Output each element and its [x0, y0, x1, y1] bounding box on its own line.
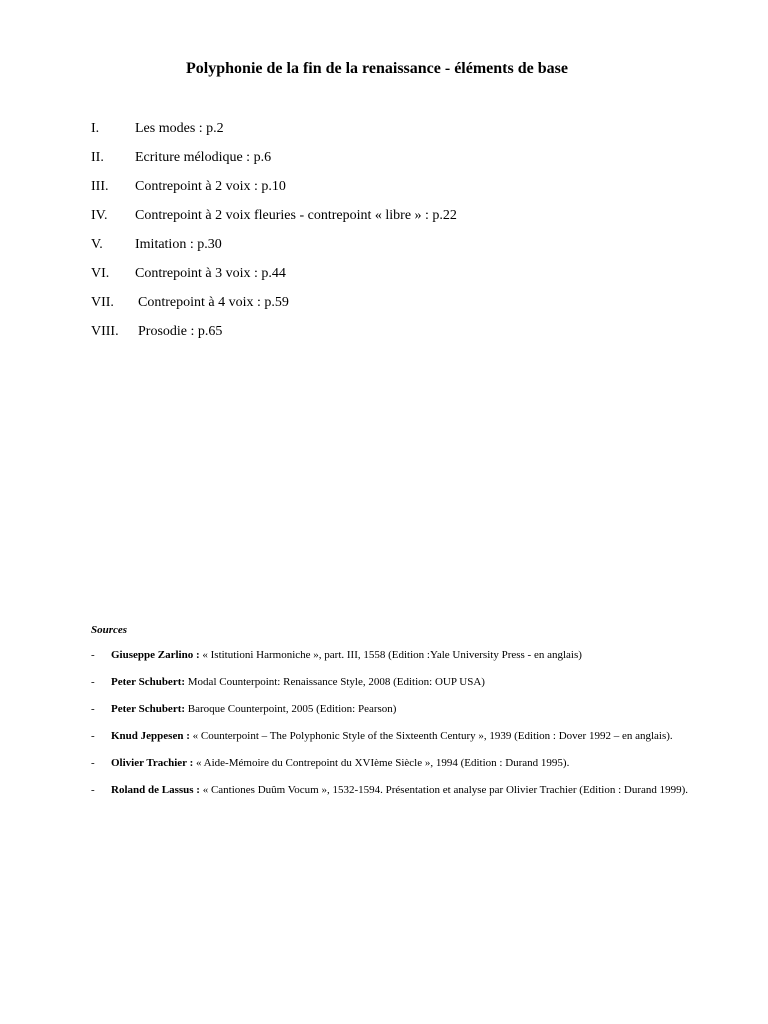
source-details: « Istitutioni Harmoniche », part. III, 1558 (Edition :Yale University Press - en anglais): [199, 649, 582, 661]
toc-item-number: II.: [91, 150, 104, 165]
toc-item-number: VIII.: [91, 324, 119, 339]
sources-list: [91, 649, 701, 797]
toc-item-text: Les modes : p.2: [135, 121, 224, 136]
sources-section: [91, 623, 701, 811]
toc-item-text: Ecriture mélodique : p.6: [135, 150, 272, 165]
source-details: « Aide-Mémoire du Contrepoint du XVIème Siècle », 1994 (Edition : Durand 1995).: [193, 757, 570, 769]
source-entry: [91, 730, 701, 743]
sources-heading: Sources: [91, 624, 128, 636]
source-author: Peter Schubert:: [111, 676, 186, 688]
source-details: Baroque Counterpoint, 2005 (Edition: Pearson): [185, 703, 397, 715]
bullet-dash: -: [91, 649, 95, 661]
toc-item-number: III.: [91, 179, 109, 194]
source-author: Peter Schubert:: [111, 703, 186, 715]
source-entry: [91, 784, 701, 797]
toc-item-number: I.: [91, 121, 100, 136]
toc-item-text: Imitation : p.30: [135, 237, 222, 252]
toc-item-text: Contrepoint à 2 voix : p.10: [135, 179, 286, 194]
source-author: Olivier Trachier :: [111, 757, 194, 769]
bullet-dash: -: [91, 784, 95, 796]
bullet-dash: -: [91, 676, 95, 688]
toc-item-text: Contrepoint à 3 voix : p.44: [135, 266, 286, 281]
source-entry: [91, 649, 701, 662]
bullet-dash: -: [91, 757, 95, 769]
toc-item-text: Contrepoint à 2 voix fleuries - contrepoint « libre » : p.22: [135, 208, 457, 223]
source-author: Knud Jeppesen :: [111, 730, 190, 742]
bullet-dash: -: [91, 730, 95, 742]
bullet-dash: -: [91, 703, 95, 715]
toc-item-number: IV.: [91, 208, 108, 223]
source-entry: [91, 757, 701, 770]
source-details: Modal Counterpoint: Renaissance Style, 2008 (Edition: OUP USA): [185, 676, 485, 688]
toc-item-text: Prosodie : p.65: [138, 324, 223, 339]
toc-item-number: VII.: [91, 295, 114, 310]
source-details: « Counterpoint – The Polyphonic Style of the Sixteenth Century », 1939 (Edition : Dover 1992 – en anglais).: [189, 730, 673, 742]
source-entry: [91, 676, 701, 689]
source-entry: [91, 703, 701, 716]
toc-item-number: V.: [91, 237, 103, 252]
document-title: Polyphonie de la fin de la renaissance - éléments de base: [186, 60, 568, 77]
source-author: Roland de Lassus :: [111, 784, 200, 796]
source-author: Giuseppe Zarlino :: [111, 649, 200, 661]
toc-item-text: Contrepoint à 4 voix : p.59: [138, 295, 289, 310]
source-details: « Cantiones Duûm Vocum », 1532-1594. Présentation et analyse par Olivier Trachier (Edition : Durand 1999).: [199, 784, 689, 796]
toc-item-number: VI.: [91, 266, 110, 281]
